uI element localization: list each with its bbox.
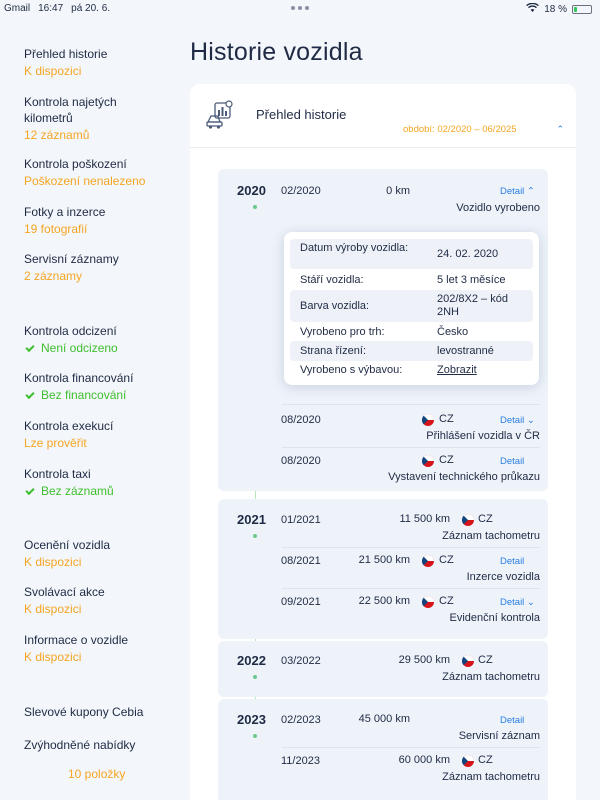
period-range: období: 02/2020 – 06/2025 — [403, 124, 517, 135]
sidebar-item-status: K dispozici — [24, 602, 82, 616]
country-code: CZ — [439, 454, 454, 466]
row-description: Inzerce vozidla — [466, 571, 540, 583]
car-report-icon — [206, 100, 236, 130]
flag-cz-icon — [422, 596, 434, 608]
sidebar-item-execution[interactable] — [24, 418, 174, 451]
sidebar-item-status: Poškození nenalezeno — [24, 174, 146, 188]
show-equipment-link[interactable]: Zobrazit — [437, 364, 477, 376]
chevron-up-icon[interactable]: ⌃ — [556, 124, 564, 134]
check-icon — [25, 486, 34, 495]
sidebar-item-financing[interactable] — [24, 370, 174, 403]
sidebar-item-coupons[interactable] — [24, 704, 174, 720]
sidebar-item-theft[interactable] — [24, 323, 174, 356]
sidebar-item-recall[interactable] — [24, 584, 174, 617]
sidebar-item-taxi[interactable] — [24, 466, 174, 499]
sidebar-item-valuation[interactable] — [24, 537, 174, 570]
sidebar-item-title: Svolávací akce — [24, 585, 105, 599]
sidebar-item-damage[interactable] — [24, 156, 174, 189]
sidebar-item-vehicle-info[interactable] — [24, 632, 174, 665]
row-km: 21 500 km — [358, 554, 410, 566]
sidebar-item-service[interactable] — [24, 251, 174, 284]
flag-cz-icon — [422, 455, 434, 467]
wifi-icon — [526, 3, 539, 16]
row-description: Evidenční kontrola — [449, 612, 540, 624]
row-divider — [282, 588, 540, 589]
multitasking-dots[interactable] — [291, 6, 309, 10]
row-description: Záznam tachometru — [442, 530, 540, 542]
country-code: CZ — [439, 413, 454, 425]
check-icon — [25, 390, 34, 399]
year-label: 2020 — [237, 183, 266, 198]
items-count-badge[interactable]: 10 položky — [68, 767, 126, 781]
row-description: Záznam tachometru — [442, 671, 540, 683]
row-km: 11 500 km — [399, 513, 450, 525]
sidebar-item-mileage[interactable] — [24, 94, 144, 143]
year-label: 2023 — [237, 712, 266, 727]
popup-row — [290, 341, 533, 361]
sidebar-item-status: Bez financování — [41, 388, 127, 402]
vehicle-detail-popup — [284, 232, 539, 385]
detail-link[interactable]: Detail ⌄ — [500, 415, 535, 426]
sidebar-item-title: Kontrola exekucí — [24, 419, 114, 433]
sidebar-item-title: Zvýhodněné nabídky — [24, 738, 136, 752]
sidebar-item-status: Není odcizeno — [41, 341, 118, 355]
detail-link[interactable]: Detail — [500, 556, 525, 567]
detail-link[interactable]: Detail ⌄ — [500, 597, 535, 608]
row-km: 0 km — [386, 185, 410, 197]
popup-row — [290, 270, 533, 290]
detail-link[interactable]: Detail — [500, 456, 525, 467]
sidebar-item-status: K dispozici — [24, 64, 82, 78]
sidebar-item-status: Lze prověřit — [24, 436, 87, 450]
sidebar-item-status: 19 fotografií — [24, 222, 88, 236]
sidebar-item-offers[interactable] — [24, 737, 174, 753]
flag-cz-icon — [462, 514, 474, 526]
country-code: CZ — [478, 754, 493, 766]
sidebar-item-title: Kontrola poškození — [24, 157, 127, 171]
flag-cz-icon — [462, 655, 474, 667]
year-label: 2021 — [237, 512, 266, 527]
popup-row — [290, 322, 533, 342]
sidebar-item-status: Bez záznamů — [41, 484, 114, 498]
popup-row — [290, 290, 533, 322]
detail-link[interactable]: Detail ⌃ — [500, 186, 535, 197]
country-code: CZ — [478, 513, 493, 525]
year-block-2022 — [218, 641, 548, 697]
popup-label: Datum výroby vozidla: — [300, 242, 409, 254]
country-code: CZ — [478, 654, 493, 666]
row-date: 02/2023 — [281, 714, 321, 726]
flag-cz-icon — [422, 414, 434, 426]
year-label: 2022 — [237, 653, 266, 668]
sidebar-item-title: Kontrola financování — [24, 371, 134, 385]
sidebar-item-title: Servisní záznamy — [24, 252, 119, 266]
row-date: 08/2020 — [281, 414, 321, 426]
chevron-up-icon: ⌃ — [524, 186, 535, 197]
row-description: Vystavení technického průkazu — [388, 471, 540, 483]
sidebar-item-title: Informace o vozidle — [24, 633, 129, 647]
row-km: 45 000 km — [358, 713, 410, 725]
chevron-down-icon: ⌄ — [524, 415, 535, 426]
chevron-down-icon: ⌄ — [524, 597, 535, 608]
popup-value: Česko — [437, 326, 469, 338]
popup-row — [290, 360, 533, 380]
row-km: 22 500 km — [358, 595, 410, 607]
sidebar-item-status: K dispozici — [24, 650, 82, 664]
sidebar — [0, 18, 175, 800]
popup-label: Stáří vozidla: — [300, 274, 364, 286]
country-code: CZ — [439, 554, 454, 566]
row-date: 09/2021 — [281, 596, 321, 608]
row-date: 03/2022 — [281, 655, 321, 667]
timeline-dot — [253, 205, 257, 209]
row-divider — [282, 404, 540, 405]
row-divider — [282, 747, 540, 748]
status-date: pá 20. 6. — [71, 3, 111, 14]
status-bar — [0, 0, 600, 18]
sidebar-item-status: K dispozici — [24, 555, 82, 569]
sidebar-item-title: Přehled historie — [24, 47, 108, 61]
status-time: 16:47 — [38, 3, 64, 14]
page-title: Historie vozidla — [190, 38, 363, 66]
timeline-dot — [253, 734, 257, 738]
row-km: 29 500 km — [398, 654, 450, 666]
battery-percent: 18 % — [544, 4, 567, 15]
sidebar-item-status: 2 záznamy — [24, 269, 83, 283]
battery-icon — [572, 5, 592, 14]
sidebar-item-title: Kontrola odcizení — [24, 324, 117, 338]
flag-cz-icon — [422, 555, 434, 567]
popup-value: 24. 02. 2020 — [437, 248, 499, 260]
detail-link[interactable]: Detail — [500, 715, 525, 726]
popup-value: 5 let 3 měsíce — [437, 274, 506, 286]
sidebar-item-photos[interactable] — [24, 204, 174, 237]
row-description: Záznam tachometru — [442, 771, 540, 783]
row-date: 08/2021 — [281, 555, 321, 567]
back-to-app-label[interactable]: Gmail — [4, 3, 31, 14]
sidebar-item-status: 12 záznamů — [24, 128, 90, 142]
popup-label: Barva vozidla: — [300, 300, 370, 312]
popup-row — [290, 239, 533, 269]
row-date: 01/2021 — [281, 514, 321, 526]
sidebar-item-title: Slevové kupony Cebia — [24, 705, 144, 719]
popup-value: 202/8X2 – kód 2NH — [437, 293, 508, 318]
popup-label: Vyrobeno pro trh: — [300, 326, 385, 338]
row-km: 60 000 km — [398, 754, 450, 766]
sidebar-item-overview[interactable] — [24, 46, 174, 79]
timeline-dot — [253, 675, 257, 679]
sidebar-item-title: Kontrola taxi — [24, 467, 91, 481]
row-description: Přihlášení vozidla v ČR — [426, 430, 540, 442]
check-icon — [25, 343, 34, 352]
country-code: CZ — [439, 595, 454, 607]
popup-value: levostranné — [437, 345, 494, 357]
row-date: 08/2020 — [281, 455, 321, 467]
row-date: 11/2023 — [281, 755, 320, 767]
sidebar-item-title: Ocenění vozidla — [24, 538, 111, 552]
row-description: Servisní záznam — [458, 730, 540, 742]
row-divider — [282, 547, 540, 548]
card-header[interactable] — [190, 84, 576, 148]
card-title: Přehled historie — [256, 107, 347, 122]
row-divider — [282, 447, 540, 448]
popup-label: Strana řízení: — [300, 345, 367, 357]
row-date: 02/2020 — [281, 185, 321, 197]
row-description: Vozidlo vyrobeno — [456, 202, 540, 214]
flag-cz-icon — [462, 755, 474, 767]
popup-label: Vyrobeno s výbavou: — [300, 364, 403, 376]
sidebar-item-title: Fotky a inzerce — [24, 205, 106, 219]
timeline-dot — [253, 534, 257, 538]
sidebar-item-title: Kontrola najetých kilometrů — [24, 95, 117, 125]
